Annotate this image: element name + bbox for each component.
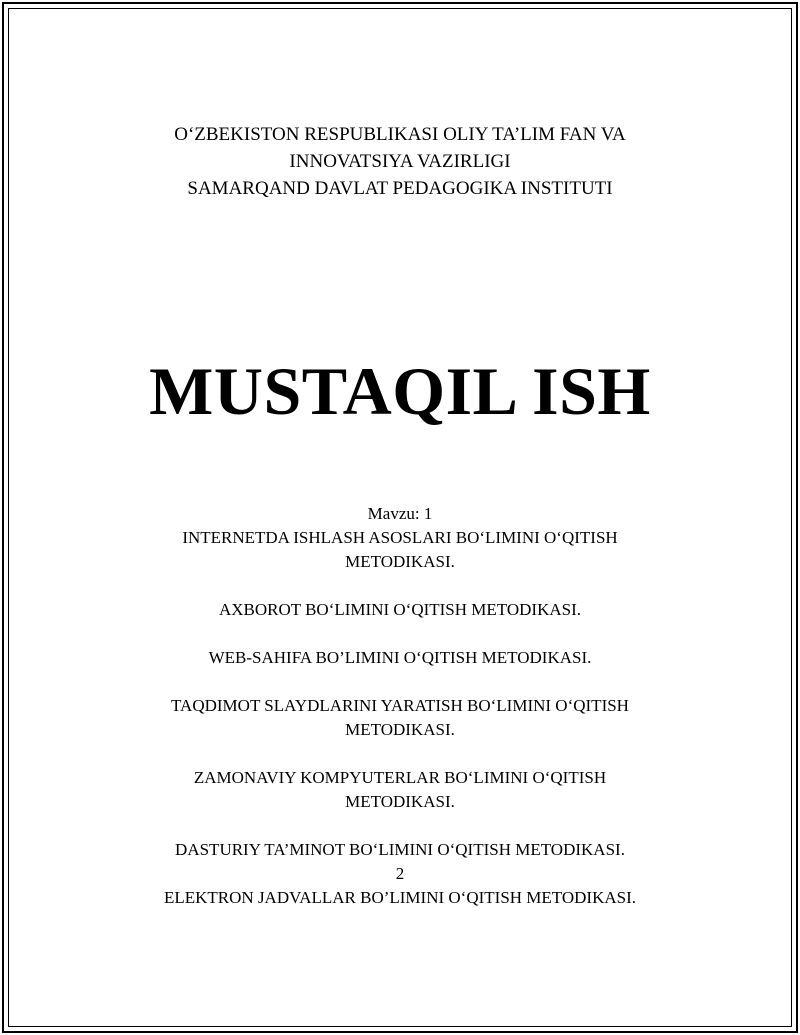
- topic-item: [0, 838, 800, 862]
- institution-header: [0, 121, 800, 202]
- topic-item: [0, 598, 800, 622]
- topic-item: [0, 766, 800, 814]
- spacer: [0, 814, 800, 838]
- topics-list: [0, 502, 800, 910]
- topic-line: ZAMONAVIY KOMPYUTERLAR BO‘LIMINI O‘QITISH: [193, 768, 607, 787]
- header-line: SAMARQAND DAVLAT PEDAGOGIKA INSTITUTI: [187, 178, 613, 199]
- topic-item: [0, 646, 800, 670]
- topic-line: TAQDIMOT SLAYDLARINI YARATISH BO‘LIMINI O‘QITISH: [171, 696, 629, 715]
- topic-item: [0, 526, 800, 574]
- topic-label: Mavzu: 1: [367, 504, 433, 523]
- topic-line: DASTURIY TA’MINOT BO‘LIMINI O‘QITISH METODIKASI.: [175, 840, 625, 859]
- topic-number: 2: [395, 864, 405, 883]
- header-line: INNOVATSIYA VAZIRLIGI: [289, 151, 511, 172]
- document-title: MUSTAQIL ISH: [149, 353, 651, 429]
- topic-line: METODIKASI.: [345, 792, 455, 811]
- spacer: [0, 622, 800, 646]
- topic-line: WEB-SAHIFA BO’LIMINI O‘QITISH METODIKASI.: [208, 648, 592, 667]
- topic-line: METODIKASI.: [345, 552, 455, 571]
- spacer: [0, 574, 800, 598]
- topic-item: [0, 694, 800, 742]
- topic-line: ELEKTRON JADVALLAR BO’LIMINI O‘QITISH METODIKASI.: [163, 888, 637, 907]
- spacer: [0, 670, 800, 694]
- topic-item: [0, 886, 800, 910]
- spacer: [0, 742, 800, 766]
- header-line: O‘ZBEKISTON RESPUBLIKASI OLIY TA’LIM FAN VA: [174, 124, 626, 145]
- topic-line: METODIKASI.: [345, 720, 455, 739]
- topic-line: AXBOROT BO‘LIMINI O‘QITISH METODIKASI.: [218, 600, 581, 619]
- topic-line: INTERNETDA ISHLASH ASOSLARI BO‘LIMINI O‘QITISH: [182, 528, 618, 547]
